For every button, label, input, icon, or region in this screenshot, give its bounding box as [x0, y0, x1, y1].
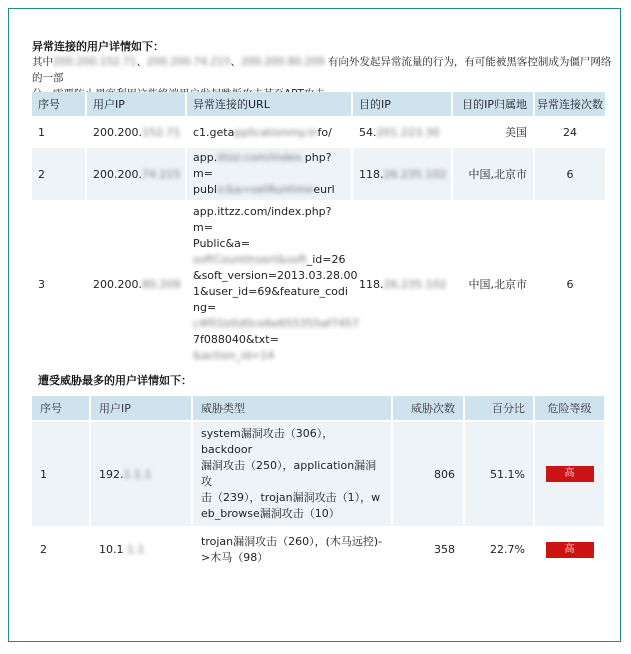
danger-level-badge: 高	[546, 466, 594, 482]
abnormal-url: c1.getapplicationmy.info/	[186, 117, 352, 147]
column-header: 威胁次数	[392, 396, 464, 421]
section-title-most-threatened-users: 遭受威胁最多的用户详情如下：	[38, 374, 192, 387]
table-row	[32, 527, 605, 571]
dest-location: 中国,北京市	[452, 201, 534, 366]
column-header: 目的IP归属地	[452, 92, 534, 117]
threat-types: trojan漏洞攻击（260），(木马远控)- >木马（98）	[192, 527, 392, 571]
user-ip: 192.1.1.1	[90, 421, 192, 527]
connection-count: 6	[534, 147, 606, 201]
abnormal-url: app.ittzz.com/index.php?m= Public&a= softCountInsert&soft_id=26 &soft_version=2013.03.28.00 1&user_id=69&feature_codi ng= c4f01b0d0ce6e655355af7457 7f088040&txt= &action_id=14	[186, 201, 352, 366]
separator: 、	[136, 56, 147, 68]
table-row	[32, 201, 606, 366]
user-ip: 200.200.152.71	[86, 117, 186, 147]
danger-level-badge: 高	[546, 542, 594, 558]
threat-percent: 51.1%	[464, 421, 534, 527]
section-title-abnormal-connections: 异常连接的用户详情如下：	[32, 40, 164, 53]
column-header: 异常连接的URL	[186, 92, 352, 117]
table-header-row	[32, 92, 606, 117]
connection-count: 6	[534, 201, 606, 366]
table-row	[32, 147, 606, 201]
danger-level-cell	[534, 421, 605, 527]
separator: 、	[230, 56, 241, 68]
column-header: 目的IP	[352, 92, 452, 117]
column-header: 危险等级	[534, 396, 605, 421]
column-header: 威胁类型	[192, 396, 392, 421]
abnormal-url: app.ittzz.com/index.php?m= public&a=setRuntimeeurl	[186, 147, 352, 201]
dest-ip: 54.201.223.30	[352, 117, 452, 147]
row-number: 2	[32, 527, 90, 571]
column-header: 异常连接次数	[534, 92, 606, 117]
table-header-row	[32, 396, 605, 421]
row-number: 2	[32, 147, 86, 201]
column-header: 序号	[32, 92, 86, 117]
threat-types: system漏洞攻击（306），backdoor 漏洞攻击（250），application漏洞攻 击（239），trojan漏洞攻击（1），w eb_browse漏洞攻击（10）	[192, 421, 392, 527]
intro-prefix: 其中	[32, 56, 53, 68]
dest-ip: 118.26.235.102	[352, 201, 452, 366]
row-number: 3	[32, 201, 86, 366]
column-header: 用户IP	[90, 396, 192, 421]
dest-location: 中国,北京市	[452, 147, 534, 201]
ip-redacted: 200.200.80.209	[241, 56, 325, 68]
user-ip: 200.200.74.215	[86, 147, 186, 201]
threatened-users-table	[32, 396, 606, 571]
column-header: 百分比	[464, 396, 534, 421]
column-header: 序号	[32, 396, 90, 421]
abnormal-connections-table	[32, 92, 607, 366]
threat-count: 358	[392, 527, 464, 571]
table-row	[32, 117, 606, 147]
ip-redacted: 200.200.74.215	[147, 56, 231, 68]
dest-location: 美国	[452, 117, 534, 147]
table-row	[32, 421, 605, 527]
user-ip: 10.1.1.1	[90, 527, 192, 571]
threat-percent: 22.7%	[464, 527, 534, 571]
dest-ip: 118.26.235.102	[352, 147, 452, 201]
user-ip: 200.200.80.209	[86, 201, 186, 366]
column-header: 用户IP	[86, 92, 186, 117]
row-number: 1	[32, 421, 90, 527]
threat-count: 806	[392, 421, 464, 527]
ip-redacted: 200.200.152.71	[53, 56, 137, 68]
connection-count: 24	[534, 117, 606, 147]
danger-level-cell	[534, 527, 605, 571]
intro-text-line1: 有向外发起异常流量的行为，有可能被黑客控制成为僵尸网络的一部	[32, 56, 612, 84]
row-number: 1	[32, 117, 86, 147]
